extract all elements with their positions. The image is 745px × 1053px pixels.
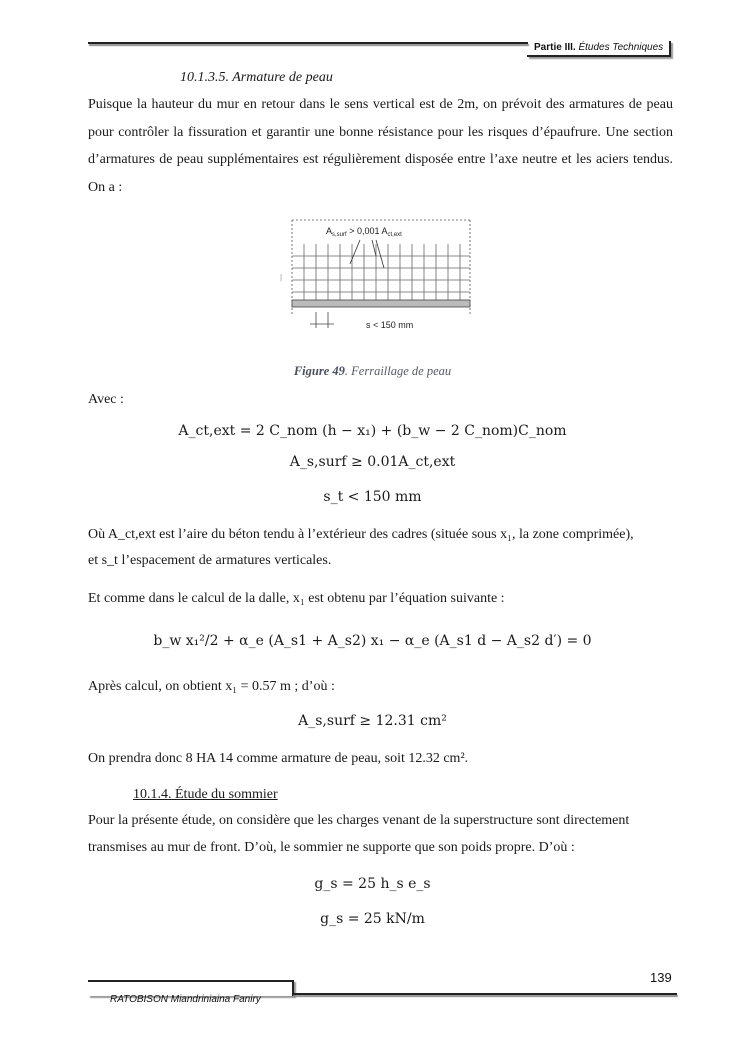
sommier-line-1: Pour la présente étude, on considère que les charges venant de la superstructure sont directement (88, 813, 630, 828)
figure-skin-reinforcement (280, 218, 475, 338)
dalle-line: Et comme dans le calcul de la dalle, x₁ est obtenu par l’équation suivante : (88, 591, 505, 606)
figure-top-label: $A_{s,surf} > 0,001$ $A_{ct,ext}$ (326, 226, 402, 238)
equation-st-text: s_t < 150 mm (323, 489, 422, 505)
figure-caption: Figure 49. Ferraillage de peau (293, 364, 452, 378)
equation-st (0, 489, 745, 505)
section-10-1-4-heading: 10.1.4. Étude du sommier (133, 787, 278, 802)
avec-label: Avec : (88, 392, 124, 407)
equation-as-surf-text: A_s,surf ≥ 0.01A_ct,ext (289, 454, 456, 470)
equation-act-ext (0, 423, 745, 439)
equation-gs-1-text: g_s = 25 h_s e_s (314, 876, 431, 892)
running-header: Partie III. Études Techniques (534, 42, 664, 53)
equation-x1-text: b_w x₁²/2 + α_e (A_s1 + A_s2) x₁ − α_e (A_s1 d − A_s2 d′) = 0 (153, 633, 592, 649)
equation-x1 (0, 633, 745, 649)
figure-margin-tick: | (280, 273, 283, 282)
paragraph-text: Puisque la hauteur du mur en retour dans le sens vertical est de 2m, on prévoit des armatures de peau pour contrôler la fissuration et garantir une bonne résistance pour les risques d’épaufrure. Une section d’armatures de peau supplémentaires est régulièrement disposée entre l’axe neutre et les aciers tendus. On a : (88, 97, 673, 195)
conclusion-line: On prendra donc 8 HA 14 comme armature de peau, soit 12.32 cm². (88, 751, 469, 766)
definition-line-2: et s_t l’espacement de armatures verticales. (88, 553, 332, 568)
rebar-diagram (280, 218, 475, 338)
figure-bottom-label: s < 150 mm (366, 320, 414, 330)
header-rule (88, 42, 528, 44)
result-as-surf (0, 713, 745, 729)
footer-rule (292, 993, 677, 995)
footer-author: RATOBISON Miandriniaina Faniry (110, 994, 261, 1005)
result-as-surf-text: A_s,surf ≥ 12.31 cm² (298, 713, 447, 729)
paragraph-armature-peau (88, 91, 673, 201)
equation-gs-2 (0, 911, 745, 927)
sommier-line-2: transmises au mur de front. D’où, le sommier ne supporte que son poids propre. D’où : (88, 840, 575, 855)
equation-gs-1 (0, 876, 745, 892)
page-number: 139 (650, 970, 672, 985)
definition-line-1: Où A_ct,ext est l’aire du béton tendu à l’extérieur des cadres (située sous x₁, la zone comprimée), (88, 527, 634, 542)
equation-as-surf (0, 454, 745, 470)
equation-gs-2-text: g_s = 25 kN/m (320, 911, 425, 927)
section-heading: 10.1.3.5. Armature de peau (180, 70, 333, 85)
apres-calcul-line: Après calcul, on obtient x₁ = 0.57 m ; d’où : (88, 679, 335, 694)
equation-act-ext-text: A_ct,ext = 2 C_nom (h − x₁) + (b_w − 2 C_nom)C_nom (178, 423, 567, 439)
